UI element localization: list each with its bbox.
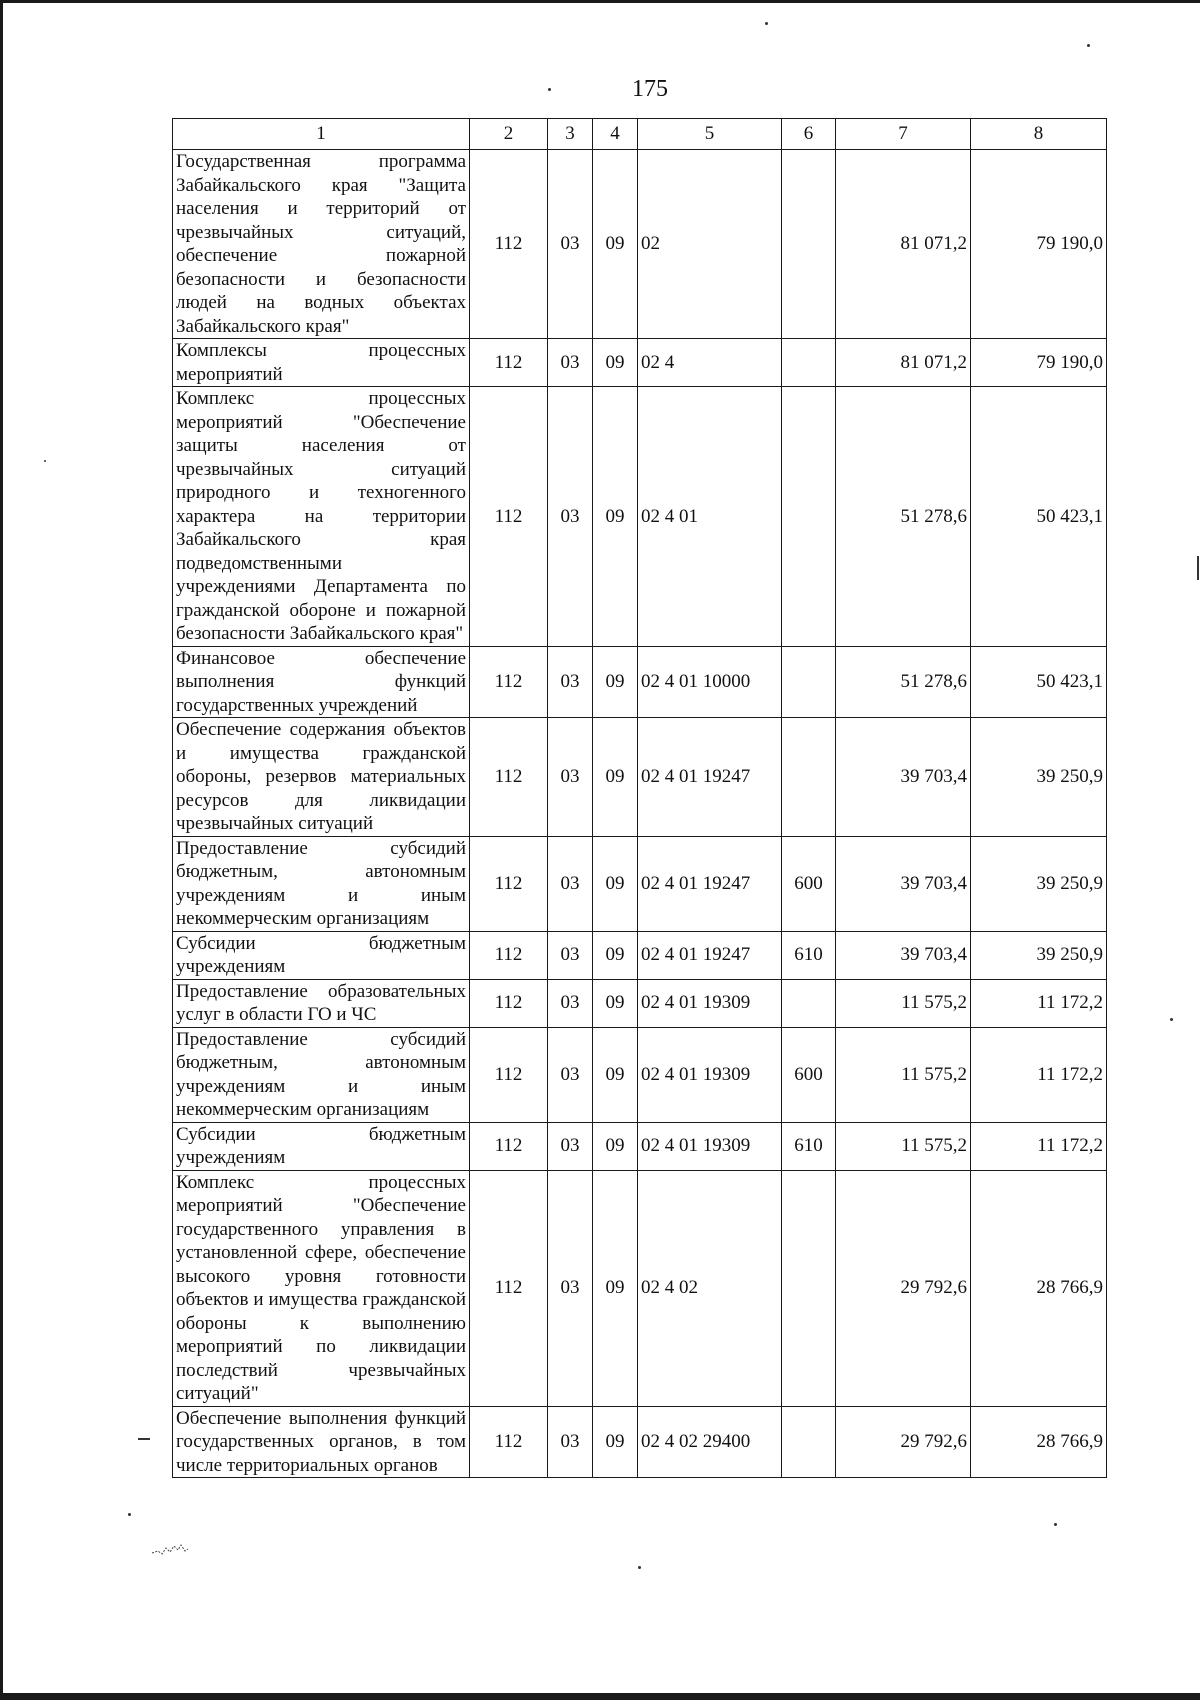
cell-expense-type: 610 xyxy=(782,1122,836,1170)
table-row xyxy=(173,646,1107,718)
cell-expense-type xyxy=(782,1406,836,1478)
cell-amount-7: 11 575,2 xyxy=(836,1027,971,1122)
column-header: 4 xyxy=(593,119,638,150)
cell-ministry-code: 112 xyxy=(470,931,548,979)
cell-section-code: 03 xyxy=(548,150,593,339)
cell-ministry-code: 112 xyxy=(470,150,548,339)
cell-name: Обеспечение содержания объектов и имущества гражданской обороны, резервов материальных ресурсов для ликвидации чрезвычайных ситуаций xyxy=(173,718,470,837)
cell-name: Субсидии бюджетным учреждениям xyxy=(173,1122,470,1170)
cell-amount-8: 50 423,1 xyxy=(971,646,1107,718)
cell-subsection-code: 09 xyxy=(593,836,638,931)
cell-section-code: 03 xyxy=(548,979,593,1027)
table-row xyxy=(173,1122,1107,1170)
cell-section-code: 03 xyxy=(548,1122,593,1170)
scan-edge-left xyxy=(0,0,3,1700)
cell-subsection-code: 09 xyxy=(593,339,638,387)
cell-name: Предоставление образовательных услуг в области ГО и ЧС xyxy=(173,979,470,1027)
cell-expense-type xyxy=(782,339,836,387)
header-row xyxy=(173,119,1107,150)
cell-amount-7: 39 703,4 xyxy=(836,836,971,931)
cell-ministry-code: 112 xyxy=(470,836,548,931)
cell-section-code: 03 xyxy=(548,1027,593,1122)
cell-subsection-code: 09 xyxy=(593,931,638,979)
cell-ministry-code: 112 xyxy=(470,387,548,647)
cell-section-code: 03 xyxy=(548,646,593,718)
cell-target-article: 02 4 01 10000 xyxy=(638,646,782,718)
column-header: 3 xyxy=(548,119,593,150)
cell-amount-7: 81 071,2 xyxy=(836,150,971,339)
cell-amount-7: 51 278,6 xyxy=(836,646,971,718)
cell-ministry-code: 112 xyxy=(470,1406,548,1478)
cell-amount-8: 28 766,9 xyxy=(971,1406,1107,1478)
cell-amount-8: 79 190,0 xyxy=(971,339,1107,387)
scan-edge-top xyxy=(0,0,1200,3)
scan-speck xyxy=(44,460,46,462)
table-header xyxy=(173,119,1107,150)
cell-subsection-code: 09 xyxy=(593,1122,638,1170)
cell-section-code: 03 xyxy=(548,931,593,979)
cell-target-article: 02 4 01 19247 xyxy=(638,718,782,837)
cell-amount-7: 29 792,6 xyxy=(836,1406,971,1478)
table-row xyxy=(173,979,1107,1027)
cell-amount-7: 81 071,2 xyxy=(836,339,971,387)
cell-amount-8: 11 172,2 xyxy=(971,1027,1107,1122)
table-row xyxy=(173,339,1107,387)
cell-target-article: 02 4 02 29400 xyxy=(638,1406,782,1478)
cell-expense-type: 600 xyxy=(782,836,836,931)
cell-amount-8: 39 250,9 xyxy=(971,931,1107,979)
table-row xyxy=(173,931,1107,979)
cell-section-code: 03 xyxy=(548,339,593,387)
cell-expense-type xyxy=(782,387,836,647)
cell-name: Предоставление субсидий бюджетным, автономным учреждениям и иным некоммерческим организациям xyxy=(173,836,470,931)
cell-name: Комплексы процессных мероприятий xyxy=(173,339,470,387)
cell-target-article: 02 4 01 19247 xyxy=(638,931,782,979)
cell-section-code: 03 xyxy=(548,1406,593,1478)
scan-speck xyxy=(1087,44,1090,47)
cell-subsection-code: 09 xyxy=(593,718,638,837)
scan-speck xyxy=(1170,1018,1173,1021)
table-row xyxy=(173,718,1107,837)
table-row xyxy=(173,1406,1107,1478)
cell-target-article: 02 4 xyxy=(638,339,782,387)
column-header: 8 xyxy=(971,119,1107,150)
cell-amount-8: 39 250,9 xyxy=(971,718,1107,837)
cell-amount-7: 39 703,4 xyxy=(836,718,971,837)
cell-expense-type xyxy=(782,718,836,837)
cell-section-code: 03 xyxy=(548,836,593,931)
cell-ministry-code: 112 xyxy=(470,979,548,1027)
cell-name: Комплекс процессных мероприятий "Обеспечение защиты населения от чрезвычайных ситуаций природного и техногенного характера на территории Забайкальского края подведомственными учреждениями Департамента по гражданской обороне и пожарной безопасности Забайкальского края" xyxy=(173,387,470,647)
cell-expense-type xyxy=(782,646,836,718)
cell-ministry-code: 112 xyxy=(470,718,548,837)
cell-subsection-code: 09 xyxy=(593,387,638,647)
cell-name: Предоставление субсидий бюджетным, автономным учреждениям и иным некоммерческим организациям xyxy=(173,1027,470,1122)
cell-expense-type xyxy=(782,1170,836,1406)
cell-name: Комплекс процессных мероприятий "Обеспечение государственного управления в установленной сфере, обеспечение высокого уровня готовности объектов и имущества гражданской обороны к выполнению мероприятий по ликвидации последствий чрезвычайных ситуаций" xyxy=(173,1170,470,1406)
table-row xyxy=(173,1170,1107,1406)
cell-subsection-code: 09 xyxy=(593,1406,638,1478)
cell-target-article: 02 4 01 19309 xyxy=(638,1122,782,1170)
cell-ministry-code: 112 xyxy=(470,1170,548,1406)
table-row xyxy=(173,1027,1107,1122)
column-header: 7 xyxy=(836,119,971,150)
cell-section-code: 03 xyxy=(548,718,593,837)
cell-subsection-code: 09 xyxy=(593,979,638,1027)
scan-speck xyxy=(1197,556,1199,580)
budget-table xyxy=(172,118,1107,1478)
cell-subsection-code: 09 xyxy=(593,1027,638,1122)
cell-amount-7: 29 792,6 xyxy=(836,1170,971,1406)
table-row xyxy=(173,387,1107,647)
column-header: 1 xyxy=(173,119,470,150)
cell-ministry-code: 112 xyxy=(470,1122,548,1170)
cell-section-code: 03 xyxy=(548,1170,593,1406)
cell-name: Государственная программа Забайкальского края "Защита населения и территорий от чрезвычайных ситуаций, обеспечение пожарной безопасности и безопасности людей на водных объектах Забайкальского края" xyxy=(173,150,470,339)
cell-amount-8: 11 172,2 xyxy=(971,1122,1107,1170)
scan-speck xyxy=(128,1513,131,1516)
cell-expense-type xyxy=(782,979,836,1027)
scan-edge-bottom xyxy=(0,1693,1200,1700)
cell-target-article: 02 xyxy=(638,150,782,339)
cell-ministry-code: 112 xyxy=(470,646,548,718)
cell-amount-8: 50 423,1 xyxy=(971,387,1107,647)
scan-speck xyxy=(138,1438,150,1440)
column-header: 2 xyxy=(470,119,548,150)
cell-amount-8: 39 250,9 xyxy=(971,836,1107,931)
cell-amount-8: 11 172,2 xyxy=(971,979,1107,1027)
scan-scribble xyxy=(150,1538,210,1558)
cell-subsection-code: 09 xyxy=(593,150,638,339)
cell-amount-7: 11 575,2 xyxy=(836,1122,971,1170)
cell-expense-type: 610 xyxy=(782,931,836,979)
cell-amount-7: 11 575,2 xyxy=(836,979,971,1027)
scan-speck xyxy=(1054,1523,1057,1526)
cell-name: Обеспечение выполнения функций государственных органов, в том числе территориальных органов xyxy=(173,1406,470,1478)
cell-target-article: 02 4 01 19309 xyxy=(638,1027,782,1122)
table-row xyxy=(173,836,1107,931)
cell-ministry-code: 112 xyxy=(470,1027,548,1122)
cell-expense-type xyxy=(782,150,836,339)
cell-subsection-code: 09 xyxy=(593,1170,638,1406)
cell-ministry-code: 112 xyxy=(470,339,548,387)
column-header: 5 xyxy=(638,119,782,150)
column-header: 6 xyxy=(782,119,836,150)
table-row xyxy=(173,150,1107,339)
table-body xyxy=(173,150,1107,1478)
cell-target-article: 02 4 02 xyxy=(638,1170,782,1406)
cell-subsection-code: 09 xyxy=(593,646,638,718)
cell-target-article: 02 4 01 xyxy=(638,387,782,647)
cell-name: Субсидии бюджетным учреждениям xyxy=(173,931,470,979)
cell-amount-8: 79 190,0 xyxy=(971,150,1107,339)
page-number: 175 xyxy=(632,76,668,102)
scan-speck xyxy=(638,1566,641,1569)
cell-expense-type: 600 xyxy=(782,1027,836,1122)
cell-section-code: 03 xyxy=(548,387,593,647)
cell-amount-7: 51 278,6 xyxy=(836,387,971,647)
scan-speck xyxy=(765,22,768,25)
cell-name: Финансовое обеспечение выполнения функций государственных учреждений xyxy=(173,646,470,718)
scan-speck xyxy=(548,88,551,91)
cell-target-article: 02 4 01 19247 xyxy=(638,836,782,931)
cell-amount-7: 39 703,4 xyxy=(836,931,971,979)
cell-target-article: 02 4 01 19309 xyxy=(638,979,782,1027)
cell-amount-8: 28 766,9 xyxy=(971,1170,1107,1406)
